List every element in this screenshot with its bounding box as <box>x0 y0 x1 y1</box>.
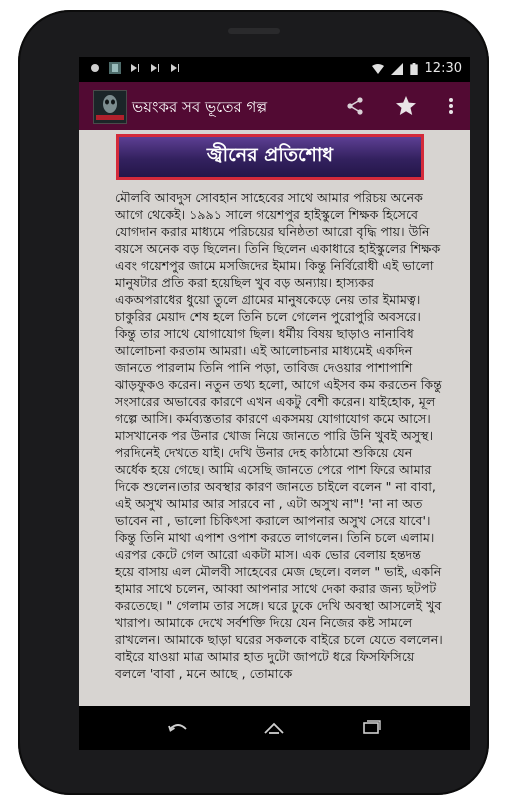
ghost-face-icon <box>94 91 126 123</box>
overflow-menu-icon <box>448 96 454 116</box>
share-icon <box>345 96 365 116</box>
overflow-menu-button[interactable] <box>437 92 465 120</box>
lock-icon <box>89 62 101 74</box>
story-title-banner <box>116 134 424 180</box>
share-button[interactable] <box>341 92 369 120</box>
app-icon[interactable] <box>93 90 127 124</box>
signal-icon <box>391 63 403 75</box>
download-icon <box>169 62 181 74</box>
notification-icons <box>89 62 181 74</box>
battery-icon <box>410 63 418 75</box>
back-icon <box>168 721 188 735</box>
back-button[interactable] <box>167 717 189 739</box>
device-screen <box>79 57 470 750</box>
home-button[interactable] <box>263 717 285 739</box>
story-text: মৌলবি আবদুস সোবহান সাহেবের সাথে আমার পরিচয় অনেক আগে থেকেই। ১৯৯১ সালে গয়েশপুর হাইস্কুলে শিক্ষক হিসেবে যোগদান করার মাধ্যমে পরিচয়ের ঘনিষ্ঠতা আরো বৃদ্ধি পায়। উনি বয়সে অনেক বড় ছিলেন। তিনি ছিলেন একাধারে হাইস্কুলের শিক্ষক এবং গয়েশপুর জামে মসজিদের ইমাম। কিন্তু নির্বিরোধী এই ভালো মানুষটার প্রতি করা হয়েছিল খুব বড় অন্যায়। হাস্যকর একঅপরাধের ধুয়ো তুলে গ্রামের মানুষকেড়ে নেয় তার ইমামত্ব। চাকুরির মেয়াদ শেষ হলে তিনি চলে গেলেন পুরোপুরি অবসরে। কিন্তু তার সাথে যোগাযোগ ছিল। ধর্মীয় বিষয় ছাড়াও নানাবিধ আলোচনা করতাম আমরা। এই আলোচনার মাধ্যমেই একদিন জানতে পারলাম তিনি পানি পড়া, তাবিজ দেওয়ার পাশাপাশি ঝাড়ফুকও করেন। নতুন তথ্য হলো, আগে এইসব কম করতেন কিন্তু সংসারের অভাবের কারণে এখন একটু বেশী করেন। যাইহোক, মূল গল্পে আসি। কর্মব্যস্ততার কারণে একসময় যোগাযোগ কমে আসে। মাসখানেক পর উনার খোজ নিয়ে জানতে পারি উনি খুবই অসুস্থ। পরদিনেই দেখতে যাই। দেখি উনার দেহ কাঠামো শুকিয়ে যেন অর্ধেক হয়ে গেছে। আমি এসেছি জানতে পেরে পাশ ফিরে আমার দিকে শুলেন।তার অবস্থার কারণ জানতে চাইলে বলেন " না বাবা, এই অসুখ আমার আর সারবে না , এটা অসুখ না"! 'না না অত ভাবেন না , ভালো চিকিৎসা করালে আপনার অসুখ সেরে যাবে'। কিন্তু তিনি মাথা এপাশ ওপাশ করতে লাগলেন। তিনি চলে এলাম। এরপর কেটে গেল আরো একটা মাস। এক ভোর বেলায় হন্তদন্ত হয়ে বাসায় এল মৌলবী সাহেবের মেজ ছেলে। বলল " ভাই, একনি হামার সাথে চলেন, আব্বা আপনার সাথে দেকা করার জন্য ছটপট করতেছে। " গেলাম তার সঙ্গে। ঘরে ঢুকে দেখি অবস্থা আসলেই খুব খারাপ। আমাকে দেখে সর্বশক্তি দিয়ে যেন নিজের কষ্ট সামলে রাখলেন। আমাকে ছাড়া ঘরের সকলকে বাইরে চলে যেতে বললেন। বাইরে যাওয়া মাত্র আমার হাত দুটো জাপটে ধরে ফিসফিসিয়ে বললে 'বাবা , মনে আছে , তোমাকে <box>115 190 443 681</box>
system-icons <box>372 61 462 76</box>
phone-frame <box>18 10 489 795</box>
home-icon <box>263 721 285 735</box>
download-icon <box>149 62 161 74</box>
favorite-button[interactable] <box>392 92 420 120</box>
story-body <box>115 189 443 682</box>
status-bar <box>79 57 470 82</box>
phone-speaker <box>228 28 280 34</box>
download-icon <box>129 62 141 74</box>
article-view[interactable] <box>79 130 470 706</box>
navigation-bar <box>79 706 470 750</box>
action-bar <box>79 82 470 130</box>
story-title: জ্বীনের প্রতিশোধ <box>206 144 334 166</box>
recents-button[interactable] <box>361 717 383 739</box>
wifi-icon <box>372 63 384 75</box>
app-title: ভয়ংকর সব ভূতের গল্প <box>132 98 268 116</box>
app-thumbnail-icon <box>109 62 121 74</box>
clock-time: 12:30 <box>424 61 462 76</box>
recents-icon <box>362 720 382 736</box>
star-icon <box>395 95 417 117</box>
